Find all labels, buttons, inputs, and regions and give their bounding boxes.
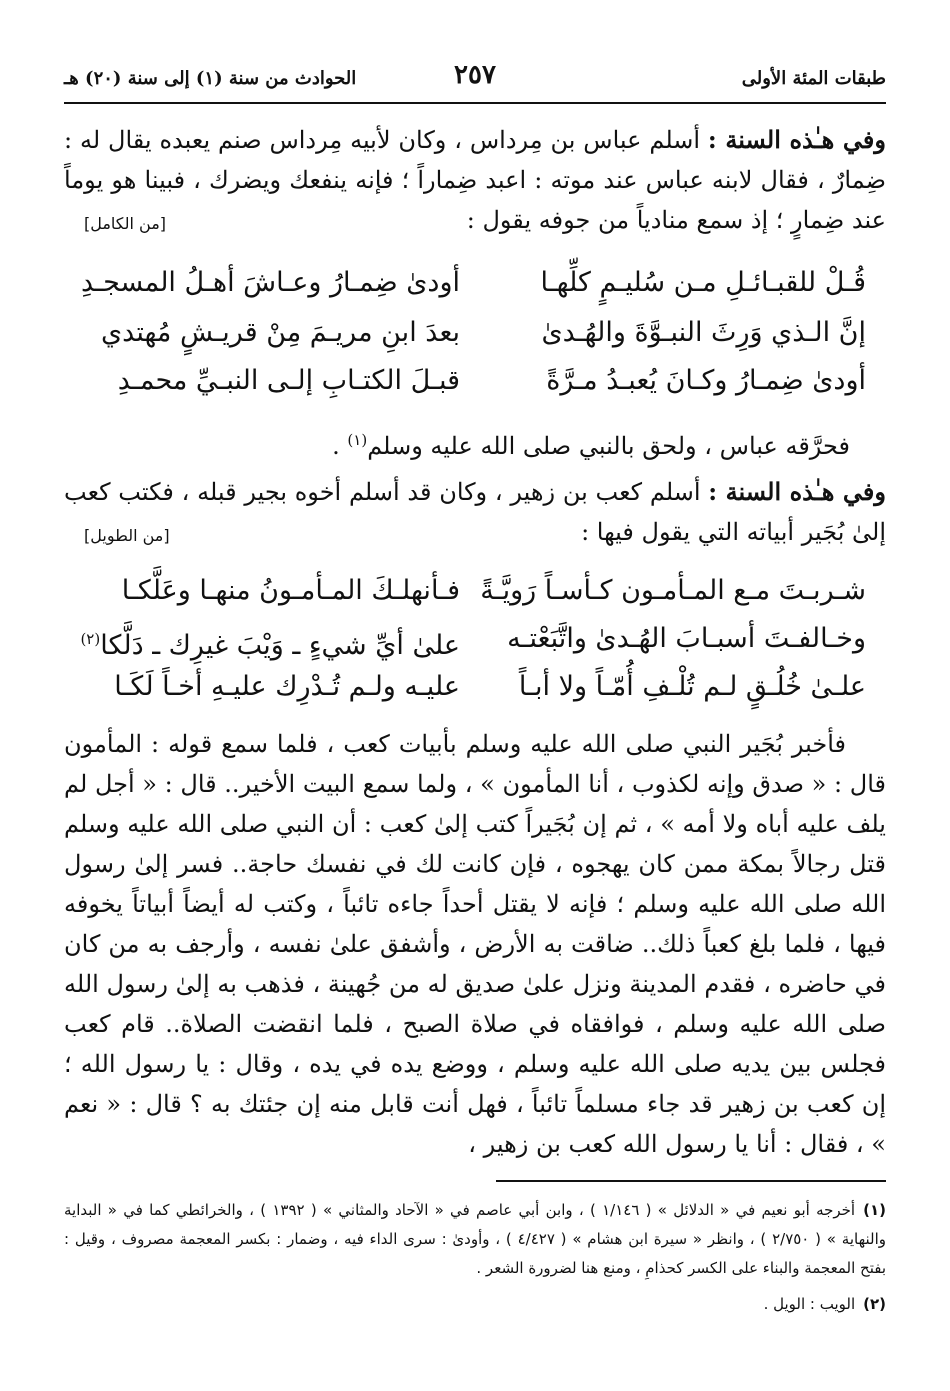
section1-meter: [من الكامل] bbox=[84, 214, 167, 233]
footnote-ref-2[interactable]: (٢) bbox=[80, 630, 101, 648]
footnote-rule bbox=[496, 1180, 886, 1182]
verse3-second-hemistich: قبـلَ الكتـابِ إلـى النبـيِّ محمـدِ bbox=[117, 365, 460, 396]
verse1-second-hemistich: أودىٰ ضِمـارُ وعـاشَ أهـلُ المسجـدِ bbox=[80, 267, 460, 298]
footnote-ref-1[interactable]: (١) bbox=[347, 431, 368, 449]
header-rule bbox=[64, 102, 886, 104]
section1-paragraph bbox=[64, 120, 886, 240]
footnote-2-number: (٢) bbox=[863, 1295, 886, 1313]
section2-meter: [من الطويل] bbox=[84, 526, 170, 545]
section1-lead: وفي هـٰذه السنة : bbox=[707, 125, 886, 154]
section2-text: أسلم كعب بن زهير ، وكان قد أسلم أخوه بجير قبله ، فكتب كعب إلىٰ بُجَير أبياته التي يقول فيها : bbox=[64, 478, 886, 546]
footnote-1-number: (١) bbox=[863, 1201, 886, 1219]
section2-paragraph bbox=[64, 472, 886, 552]
events-range: الحوادث من سنة (١) إلى سنة (٢٠) هـ bbox=[64, 68, 357, 89]
footnote-2-text: الويب : الويل . bbox=[763, 1295, 856, 1313]
running-header bbox=[64, 60, 886, 96]
verse2-first-hemistich: إنَّ الـذي وَرِثَ النبـوَّةَ والهُـدىٰ bbox=[541, 317, 866, 348]
verse3-first-hemistich: أودىٰ ضِمـارُ وكـانَ يُعبـدُ مـرَّةً bbox=[546, 365, 866, 396]
verse5-first-hemistich: وخـالفـتَ أسبـابَ الهُـدىٰ واتَّبَعْتـه bbox=[507, 623, 866, 654]
section1-closing bbox=[64, 420, 850, 466]
section1-text: أسلم عباس بن مِرداس ، وكان لأبيه مِرداس صنم يعبده يقال له : ضِمارٌ ، فقال لابنه عباس عند موته : اعبد ضِماراً ؛ فإنه ينفعك ويضرك ، فبينا هو يوماً عند ضِمارٍ ؛ إذ سمع منادياً من جوفه يقول : bbox=[64, 126, 887, 234]
book-title: طبقات المئة الأولى bbox=[741, 68, 886, 89]
footnote-2 bbox=[64, 1290, 886, 1319]
section2-body: فأخبر بُجَير النبي صلى الله عليه وسلم بأبيات كعب ، فلما سمع قوله : المأمون قال : « صدق وإنه لكذوب ، أنا المأمون » ، ولما سمع البيت الأخير.. قال : « أجل لم يلف عليه أباه ولا أمه » ، ثم إن بُجَيراً كتب إلىٰ كعب : أن النبي صلى الله عليه وسلم قتل رجالاً بمكة ممن كان يهجوه ، فإن كانت لك في نفسك حاجة.. فسر إلىٰ رسول الله صلى الله عليه وسلم ؛ فإنه لا يقتل أحداً جاءه تائباً ، وكتب له أيضاً أبياتاً يخوفه فيها ، فلما بلغ كعباً ذلك.. ضاقت به الأرض ، وأشفق علىٰ نفسه ، وأرجف به من كان في حاضره ، فقدم المدينة ونزل علىٰ صديق له من جُهينة ، فذهب به إلىٰ رسول الله صلى الله عليه وسلم ، فوافقاه في صلاة الصبح ، فلما انقضت الصلاة.. قام كعب فجلس بين يديه صلى الله عليه وسلم ، ووضع يده في يده ، وقال : يا رسول الله ؛ إن كعب بن زهير قد جاء مسلماً تائباً ، فهل أنت قابل منه إن جئتك به ؟ قال : « نعم » ، فقال : أنا يا رسول الله كعب بن زهير ، bbox=[64, 730, 887, 1158]
page-number: ٢٥٧ bbox=[454, 60, 496, 90]
closing-text: فحرَّقه عباس ، ولحق بالنبي صلى الله عليه وسلم bbox=[367, 432, 850, 460]
verse5-second-text: علىٰ أيِّ شيءٍ ـ وَيْبَ غيرِك ـ دَلَّكا bbox=[100, 630, 460, 661]
footnote-1 bbox=[64, 1196, 886, 1283]
closing-end: . bbox=[332, 432, 348, 460]
verse2-second-hemistich: بعدَ ابنِ مريـمَ مِنْ قريـشٍ مُهتدي bbox=[101, 317, 460, 348]
verse1-first-hemistich: قُـلْ للقبـائـلِ مـن سُليـمٍ كلِّهـا bbox=[540, 267, 866, 298]
section2-lead: وفي هـٰذه السنة : bbox=[708, 477, 886, 506]
verse6-second-hemistich: عليـه ولـم تُـدْرِك عليـهِ أخـاً لَكَـا bbox=[114, 671, 460, 702]
verse6-first-hemistich: علـىٰ خُلُـقٍ لـم تُلْـفِ أُمّـاً ولا أبـاً bbox=[518, 671, 866, 702]
verse4-second-hemistich: فـأنهلـكَ المـأمـونُ منهـا وعَلَّكـا bbox=[121, 575, 460, 606]
verse4-first-hemistich: شـربـتَ مـع المـأمـون كـأسـاً رَويَّـةً bbox=[480, 575, 866, 606]
footnote-1-text: أخرجه أبو نعيم في « الدلائل » ( ١/١٤٦ ) ، وابن أبي عاصم في « الآحاد والمثاني » ( ١٣٩٢ ) ، والخرائطي كما في « البداية والنهاية » ( ٢/٧٥٠ ) ، وانظر « سيرة ابن هشام » ( ٤/٤٢٧ ) ، وأودىٰ : سرى الداء فيه ، وضمار : بكسر المعجمة مصروف ، وقيل : بفتح المعجمة والبناء على الكسر كحذامِ ، ومنع هنا لضرورة الشعر . bbox=[64, 1201, 886, 1277]
